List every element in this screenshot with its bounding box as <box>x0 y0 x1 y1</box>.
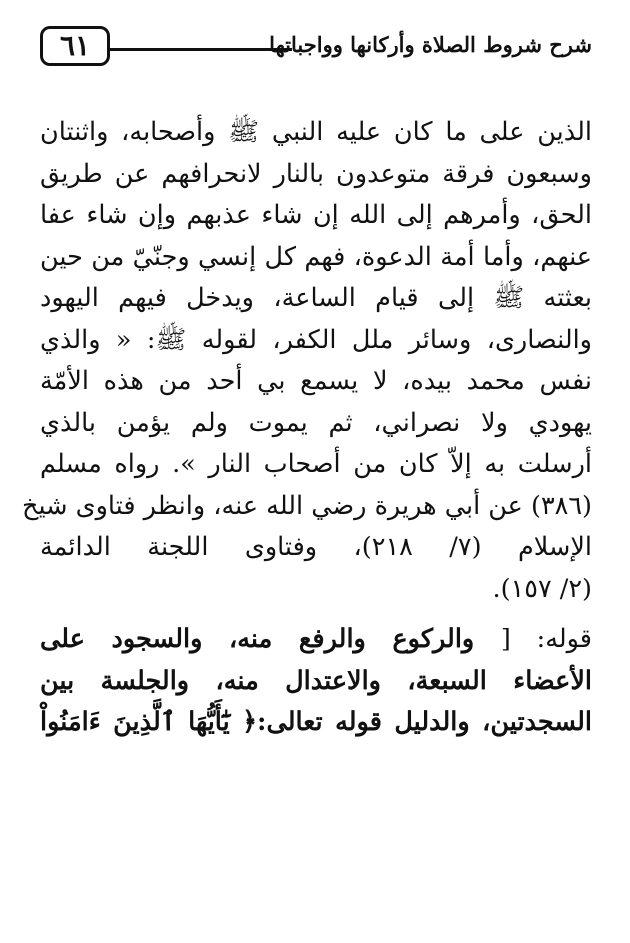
matn-line: الأعضاء السبعة، والاعتدال منه، والجلسة بين <box>40 665 592 696</box>
body-paragraph <box>22 112 592 610</box>
running-title: شرح شروط الصلاة وأركانها وواجباتها <box>269 32 592 57</box>
body-line: أرسلت به إلاّ كان من أصحاب النار ». رواه مسلم <box>40 449 592 479</box>
page-header <box>40 26 592 72</box>
body-line: (٢/ ١٥٧). <box>492 573 592 604</box>
matn-text <box>40 619 592 744</box>
page-number: ٦١ <box>40 26 110 66</box>
matn-lead: قوله: [ <box>500 624 592 654</box>
body-line: نفس محمد بيده، لا يسمع بي أحد من هذه الأمّة <box>40 366 592 396</box>
body-line: (٣٨٦) عن أبي هريرة رضي الله عنه، وانظر فتاوى شيخ <box>22 490 592 521</box>
header-rule <box>110 48 292 51</box>
body-line: عنهم، وأما أمة الدعوة، فهم كل إنسي وجنّيّ من حين <box>40 241 592 272</box>
matn-line-rest: والركوع والرفع منه، والسجود على <box>40 624 475 654</box>
body-line: وسبعون فرقة متوعدون بالنار لانحرافهم عن طريق <box>40 158 592 189</box>
body-line: يهودي ولا نصراني، ثم يموت ولم يؤمن بالذي <box>40 407 592 438</box>
body-line: الإسلام (٧/ ٢١٨)، وفتاوى اللجنة الدائمة <box>40 532 592 562</box>
body-line: والنصارى، وسائر ملل الكفر، لقوله ﷺ: « والذي <box>40 324 592 355</box>
matn-line: السجدتين، والدليل قوله تعالى:﴿ يَٰٓأَيُّهَا ٱلَّذِينَ ءَامَنُواْ <box>40 707 592 737</box>
page-body <box>22 112 592 744</box>
body-line: بعثته ﷺ إلى قيام الساعة، ويدخل فيهم اليهود <box>40 283 592 313</box>
body-line: الذين على ما كان عليه النبي ﷺ وأصحابه، واثنتان <box>40 117 592 147</box>
body-line: الحق، وأمرهم إلى الله إن شاء عذبهم وإن شاء عفا <box>40 200 592 230</box>
matn-line <box>40 619 592 661</box>
